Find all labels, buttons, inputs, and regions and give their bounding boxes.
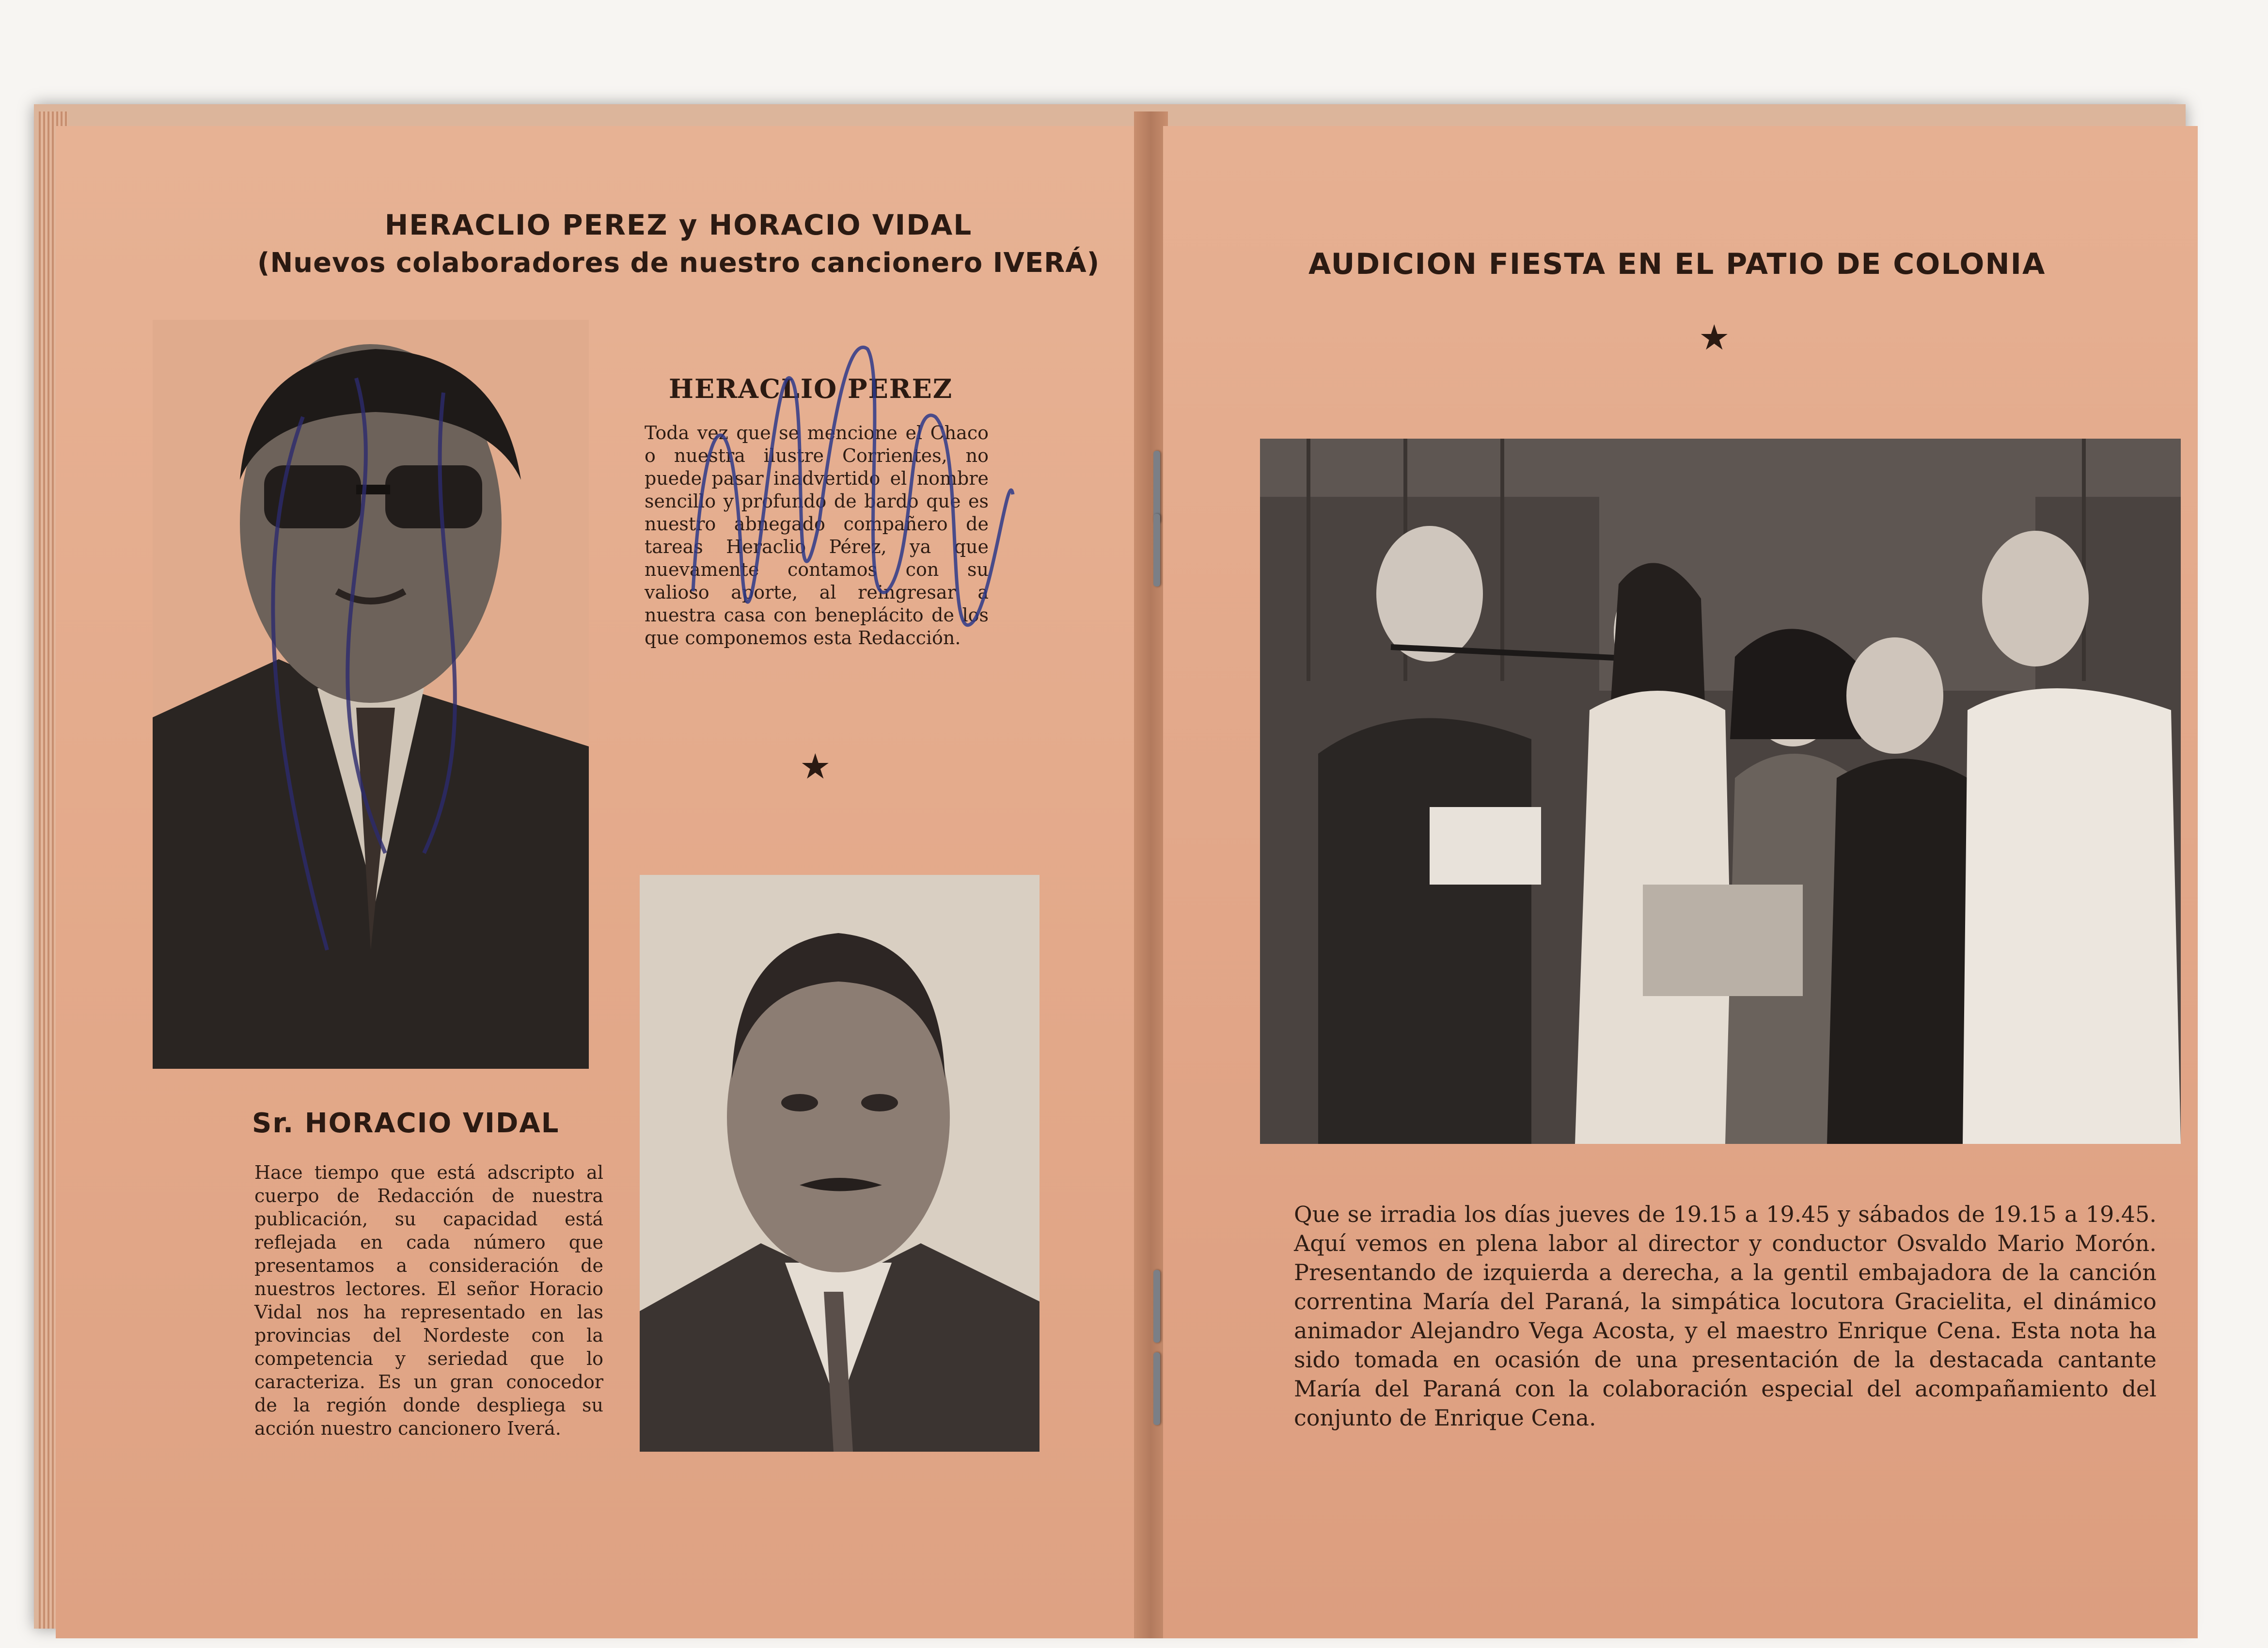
left-page-subtitle: (Nuevos colaboradores de nuestro cancionero IVERÁ) <box>257 247 1100 279</box>
group-photo-caption: Que se irradia los días jueves de 19.15 a 19.45 y sábados de 19.15 a 19.45. Aquí vemos en plena labor al director y conductor Osvaldo Mario Morón. Presentando de izquierda a derecha, a la gentil embajadora de la canción correntina María del Paraná, la simpática locutora Gracielita, el dinámico animador Alejandro Vega Acosta, y el maestro Enrique Cena. Esta nota ha sido tomada en ocasión de una presentación de la destacada cantante María del Paraná con la colaboración especial del acompañamiento del conjunto de Enrique Cena. <box>1294 1201 2157 1431</box>
horacio-vidal-heading: Sr. HORACIO VIDAL <box>252 1108 560 1139</box>
radio-group-photo <box>1260 439 2181 1144</box>
staple-top <box>1153 451 1160 523</box>
left-page-title: HERACLIO PEREZ y HORACIO VIDAL <box>384 208 973 241</box>
blue-ink-scribble <box>674 320 1032 708</box>
heraclio-perez-heading: HERACLIO PEREZ <box>669 373 953 404</box>
heraclio-perez-photo <box>153 320 589 1069</box>
horacio-vidal-text: Hace tiempo que está adscripto al cuerpo de Redacción de nuestra publicación, su capacidad está reflejada en cada número que presentamos a consideración de nuestros lectores. El señor Horacio Vidal nos ha representado en las provincias del Nordeste con la competencia y seriedad que lo caracteriza. Es un gran conocedor de la región donde despliega su acción nuestro cancionero Iverá. <box>254 1162 603 1439</box>
staple-lower <box>1153 1270 1160 1343</box>
staple-upper <box>1153 514 1160 586</box>
heraclio-perez-text: Toda vez que se mencione el Chaco o nuestra ilustre Corrientes, no puede pasar inadvertido el nombre sencillo y profundo de bardo que es nuestro abnegado compañero de tareas Heraclio Pérez, ya que nuevamente contamos con su valioso aporte, al reingresar a nuestra casa con beneplácito de los que componemos esta Redacción. <box>645 422 989 649</box>
left-star-ornament: ★ <box>800 746 831 787</box>
right-star-ornament: ★ <box>1699 317 1730 358</box>
horacio-vidal-photo <box>640 875 1040 1452</box>
right-page-title: AUDICION FIESTA EN EL PATIO DE COLONIA <box>1308 247 2046 281</box>
staple-bottom <box>1153 1352 1160 1425</box>
